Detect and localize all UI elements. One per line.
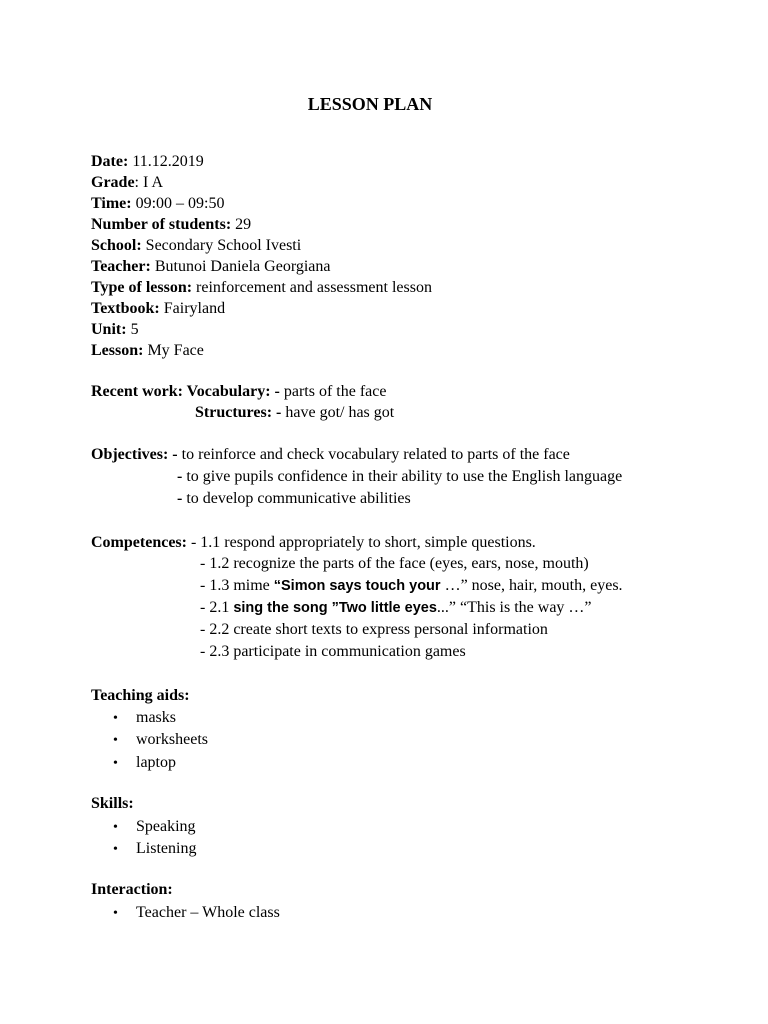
teaching-aids-heading: Teaching aids:	[91, 687, 190, 704]
objective-item: - to give pupils confidence in their ability to use the English language	[177, 468, 623, 485]
recent-work-vocabulary: Recent work: Vocabulary: - parts of the face	[91, 383, 387, 400]
info-time: Time: 09:00 – 09:50	[91, 195, 225, 212]
list-item-label: Listening	[136, 840, 197, 857]
competence-item: - 2.2 create short texts to express personal information	[200, 621, 548, 638]
info-lesson: Lesson: My Face	[91, 342, 204, 359]
skills-heading: Skills:	[91, 795, 134, 812]
list-item-label: laptop	[136, 754, 176, 771]
bullet-icon: •	[113, 842, 118, 857]
page-title: LESSON PLAN	[307, 94, 433, 114]
info-school: School: Secondary School Ivesti	[91, 237, 302, 254]
list-item	[113, 903, 118, 924]
bullet-icon: •	[113, 906, 118, 921]
bullet-icon: •	[113, 733, 118, 748]
info-unit: Unit: 5	[91, 321, 139, 338]
info-grade: Grade: I A	[91, 174, 163, 191]
objective-item: - to develop communicative abilities	[177, 490, 411, 507]
info-lesson-type: Type of lesson: reinforcement and assessment lesson	[91, 279, 432, 296]
list-item-label: worksheets	[136, 731, 208, 748]
bullet-icon: •	[113, 711, 118, 726]
bullet-icon: •	[113, 756, 118, 771]
interaction-heading: Interaction:	[91, 881, 173, 898]
info-teacher: Teacher: Butunoi Daniela Georgiana	[91, 258, 331, 275]
list-item	[113, 730, 118, 751]
info-textbook: Textbook: Fairyland	[91, 300, 226, 317]
competence-item: - 2.3 participate in communication games	[200, 643, 466, 660]
bullet-icon: •	[113, 820, 118, 835]
recent-work-structures: Structures: - have got/ has got	[195, 404, 395, 421]
list-item	[113, 839, 118, 860]
competence-item: - 1.3 mime “Simon says touch your …” nose, hair, mouth, eyes.	[200, 577, 623, 594]
list-item-label: Teacher – Whole class	[136, 904, 280, 921]
list-item-label: Speaking	[136, 818, 196, 835]
info-date: Date: 11.12.2019	[91, 153, 204, 170]
list-item	[113, 708, 118, 729]
competence-item: - 2.1 sing the song ”Two little eyes...” “This is the way …”	[200, 599, 592, 616]
competence-item: - 1.2 recognize the parts of the face (eyes, ears, nose, mouth)	[200, 555, 589, 572]
info-students: Number of students: 29	[91, 216, 252, 233]
competence-item: Competences: - 1.1 respond appropriately to short, simple questions.	[91, 534, 536, 551]
list-item	[113, 753, 118, 774]
list-item	[113, 817, 118, 838]
objective-item: Objectives: - to reinforce and check vocabulary related to parts of the face	[91, 446, 570, 463]
list-item-label: masks	[136, 709, 176, 726]
